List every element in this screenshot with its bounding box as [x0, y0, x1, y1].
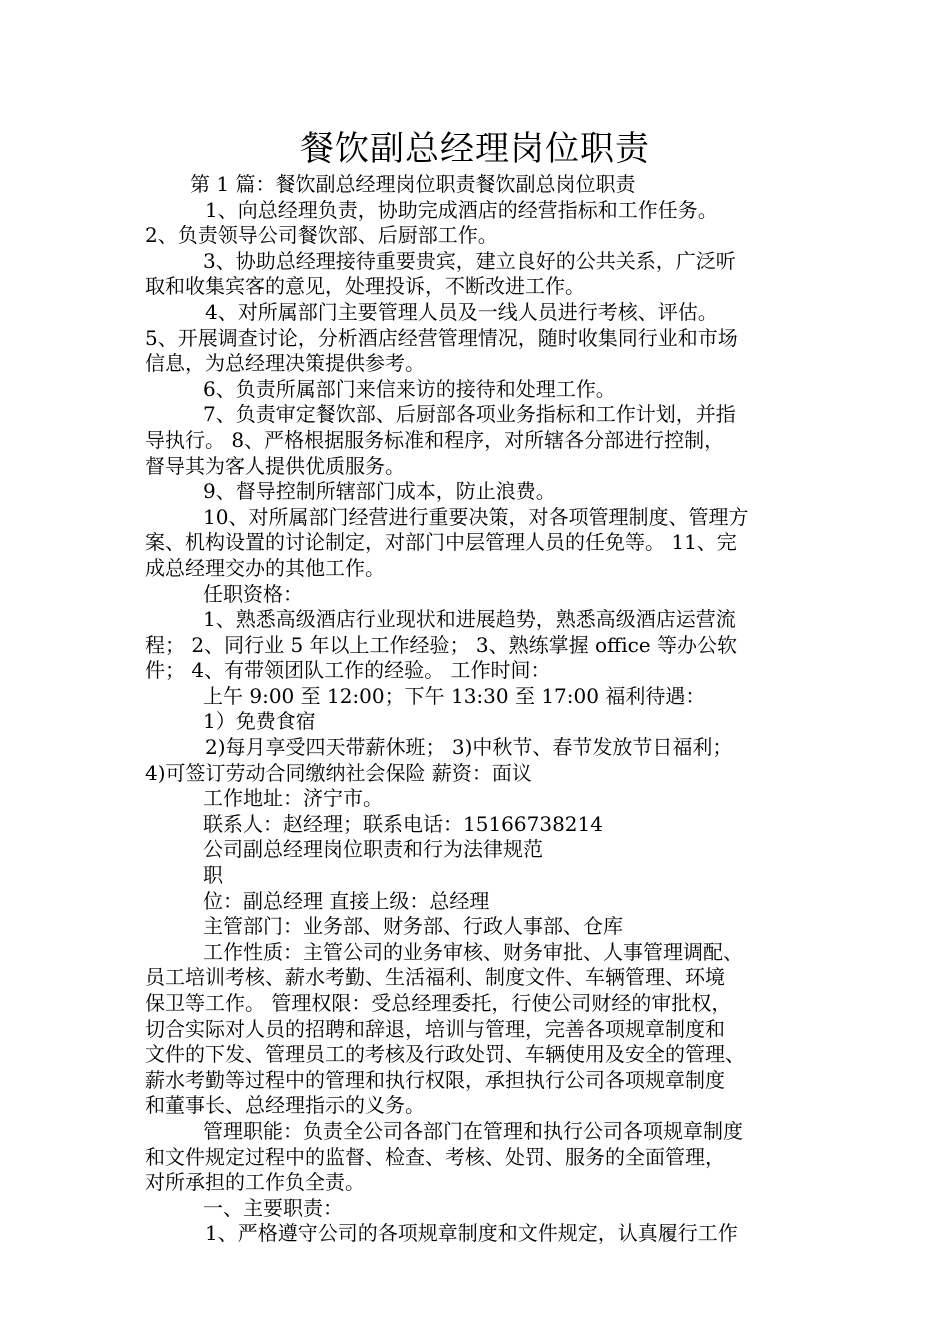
text-line: 文件的下发、管理员工的考核及行政处罚、车辆使用及安全的管理、 — [145, 1042, 745, 1067]
text-line: 7、负责审定餐饮部、后厨部各项业务指标和工作计划，并指 — [203, 402, 736, 427]
text-line: 工作性质：主管公司的业务审核、财务审批、人事管理调配、 — [203, 939, 743, 964]
text-line: 上午 9:00 至 12:00；下午 13:30 至 17:00 福利待遇： — [203, 683, 706, 708]
text-line: 6、负责所属部门来信来访的接待和处理工作。 — [203, 376, 616, 401]
text-line: 2)每月享受四天带薪休班； 3)中秋节、春节发放节日福利； — [205, 735, 733, 760]
document-body — [145, 172, 825, 1247]
text-line: 2、负责领导公司餐饮部、后厨部工作。 — [145, 223, 498, 248]
text-line: 主管部门：业务部、财务部、行政人事部、仓库 — [203, 914, 623, 939]
text-line: 切合实际对人员的招聘和辞退，培训与管理，完善各项规章制度和 — [145, 1016, 725, 1041]
text-line: 保卫等工作。 管理权限：受总经理委托，行使公司财经的审批权， — [145, 991, 732, 1015]
text-line: 管理职能：负责全公司各部门在管理和执行公司各项规章制度 — [203, 1118, 743, 1143]
text-line: 第 1 篇：餐饮副总经理岗位职责餐饮副总岗位职责 — [190, 172, 636, 196]
text-line: 督导其为客人提供优质服务。 — [145, 453, 405, 478]
text-line: 职 — [203, 863, 223, 888]
text-line: 薪水考勤等过程中的管理和执行权限，承担执行公司各项规章制度 — [145, 1067, 725, 1092]
text-line: 5、开展调查讨论，分析酒店经营管理情况，随时收集同行业和市场 — [145, 325, 738, 350]
text-line: 信息，为总经理决策提供参考。 — [145, 351, 425, 376]
text-line: 3、协助总经理接待重要贵宾，建立良好的公共关系，广泛听 — [203, 248, 736, 273]
text-line: 员工培训考核、薪水考勤、生活福利、制度文件、车辆管理、环境 — [145, 965, 725, 990]
text-line: 取和收集宾客的意见，处理投诉，不断改进工作。 — [145, 274, 585, 299]
text-line: 导执行。 8、严格根据服务标准和程序，对所辖各分部进行控制， — [145, 427, 725, 452]
page-title: 餐饮副总经理岗位职责 — [300, 129, 650, 169]
text-line: 和董事长、总经理指示的义务。 — [145, 1093, 425, 1118]
text-line: 4)可签订劳动合同缴纳社会保险 薪资：面议 — [145, 760, 532, 785]
text-line: 公司副总经理岗位职责和行为法律规范 — [203, 837, 543, 862]
text-line: 1）免费食宿 — [203, 709, 316, 734]
text-line: 一、主要职责： — [203, 1195, 343, 1220]
text-line: 9、督导控制所辖部门成本，防止浪费。 — [203, 479, 556, 504]
text-line: 对所承担的工作负全责。 — [145, 1170, 365, 1195]
text-line: 件； 4、有带领团队工作的经验。 工作时间： — [145, 658, 551, 683]
text-line: 4、对所属部门主要管理人员及一线人员进行考核、评估。 — [205, 299, 718, 324]
text-line: 10、对所属部门经营进行重要决策，对各项管理制度、管理方 — [203, 504, 749, 529]
text-line: 位：副总经理 直接上级：总经理 — [203, 888, 490, 913]
text-line: 1、严格遵守公司的各项规章制度和文件规定，认真履行工作 — [205, 1221, 738, 1246]
text-line: 1、熟悉高级酒店行业现状和进展趋势，熟悉高级酒店运营流 — [203, 607, 736, 632]
text-line: 成总经理交办的其他工作。 — [145, 555, 385, 580]
text-line: 任职资格： — [203, 581, 303, 606]
text-line: 1、向总经理负责，协助完成酒店的经营指标和工作任务。 — [205, 197, 718, 222]
text-line: 和文件规定过程中的监督、检查、考核、处罚、服务的全面管理， — [145, 1144, 725, 1169]
text-line: 工作地址：济宁市。 — [203, 786, 383, 811]
text-line: 案、机构设置的讨论制定，对部门中层管理人员的任免等。 11、完 — [145, 530, 737, 555]
text-line: 联系人：赵经理；联系电话：15166738214 — [203, 811, 603, 836]
text-line: 程； 2、同行业 5 年以上工作经验； 3、熟练掌握 office 等办公软 — [145, 632, 738, 657]
